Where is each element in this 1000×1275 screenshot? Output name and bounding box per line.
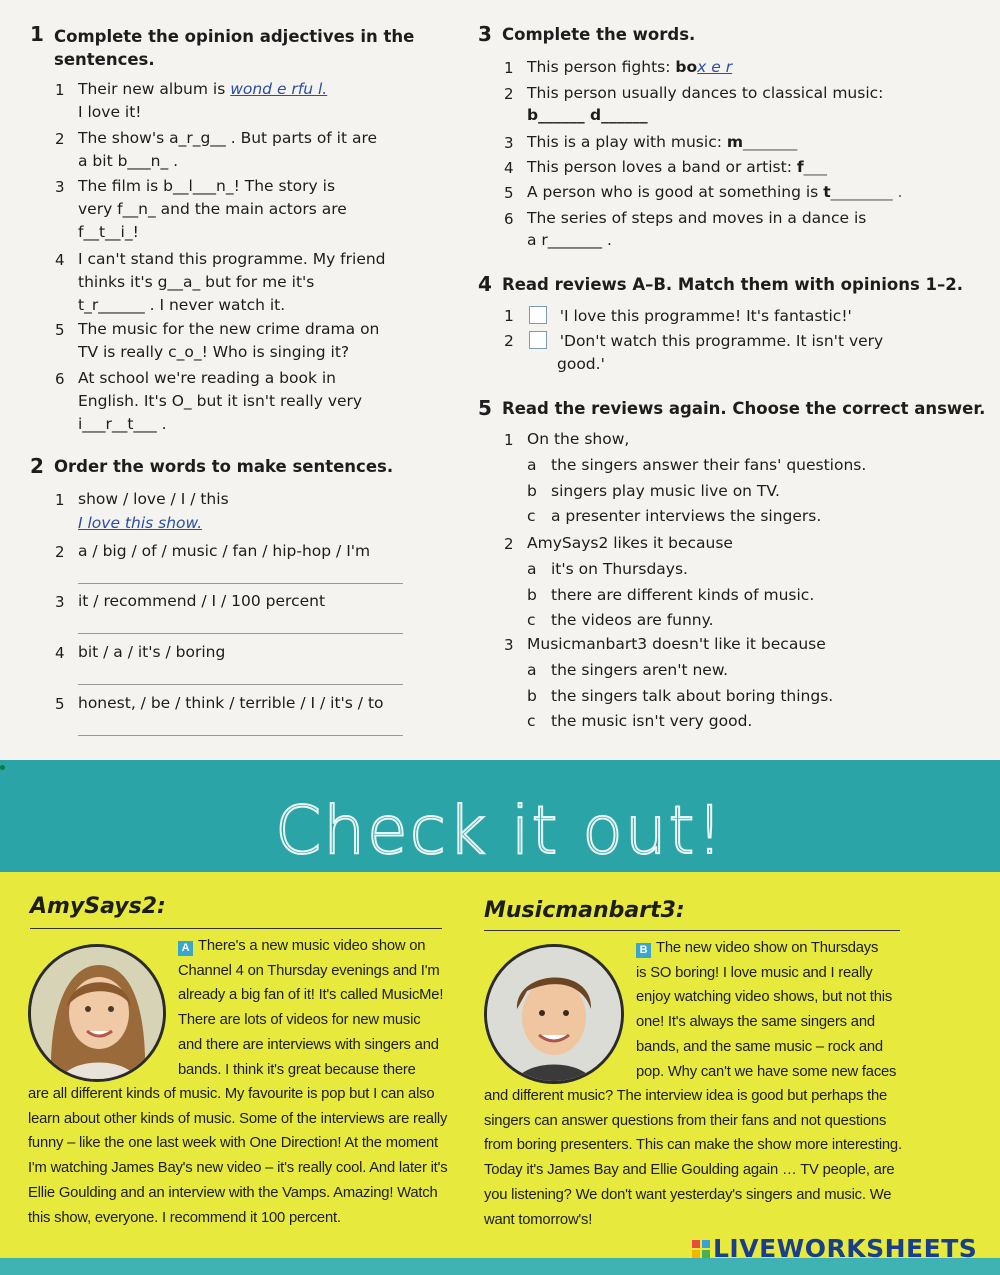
option-letter: a (527, 560, 537, 578)
item-text: This person fights: (527, 58, 676, 76)
item-line: TV is really c_o_! Who is singing it? (78, 343, 350, 361)
handwritten-answer[interactable]: I love this show. (78, 514, 203, 532)
item-line: At school we're reading a book in (78, 369, 336, 387)
exercise-2-number: 2 (30, 454, 44, 478)
item-line: t_r______ . I never watch it. (78, 296, 286, 314)
review-a-divider (30, 928, 442, 929)
review-line (636, 1035, 906, 1060)
review-line (484, 1109, 914, 1134)
answer-line[interactable] (78, 684, 403, 685)
teal-dot (0, 765, 5, 770)
option-letter: b (527, 686, 537, 705)
answer-line[interactable] (78, 735, 403, 736)
item-number: 5 (55, 695, 65, 713)
review-line-text: bands. I think it's great because there (178, 1061, 416, 1078)
review-line (28, 1082, 468, 1107)
question-text: On the show, (527, 430, 630, 448)
item-line: very f__n_ and the main actors are (78, 200, 347, 218)
gap-blanks[interactable]: ________ . (830, 183, 903, 201)
item-text: The series of steps and moves in a dance is (527, 209, 867, 227)
item-number: 1 (55, 491, 65, 509)
review-line-text: Ellie Goulding and an interview with the Vamps. Amazing! Watch (28, 1184, 438, 1201)
option-text: there are different kinds of music. (551, 585, 815, 604)
bold-letters: t (823, 183, 831, 201)
review-line-text: Channel 4 on Thursday evenings and I'm (178, 962, 440, 979)
answer-line[interactable] (78, 583, 403, 584)
question-number: 1 (504, 431, 514, 449)
item-line-2[interactable]: a r_______ . (527, 231, 612, 249)
item-line: I love it! (78, 103, 142, 121)
review-line (636, 1060, 906, 1085)
exercise-5-title: Read the reviews again. Choose the correct answer. (502, 399, 986, 418)
bold-letters: m (726, 133, 744, 151)
review-line (484, 1183, 914, 1208)
review-b-text-top (636, 936, 906, 1084)
review-line-text: and different music? The interview idea is good but perhaps the (484, 1088, 888, 1104)
item-line: The music for the new crime drama on (78, 320, 380, 338)
item-line (527, 181, 902, 204)
review-b-author: Musicmanbart3: (484, 898, 685, 923)
bold-letters: f (796, 158, 804, 176)
exercise-3-number: 3 (478, 22, 492, 46)
answer-option[interactable] (527, 659, 728, 682)
review-line (484, 1084, 914, 1109)
item-line (527, 56, 732, 79)
review-b-divider (484, 930, 900, 931)
review-line (484, 1208, 914, 1233)
exercise-1-title: Complete the opinion adjectives in the sentences. (54, 27, 415, 69)
answer-line[interactable] (78, 633, 403, 634)
review-line (178, 934, 468, 959)
word-prompt: show / love / I / this (78, 490, 229, 508)
review-line (636, 985, 906, 1010)
question-number: 3 (504, 636, 514, 654)
answer-option[interactable] (527, 454, 866, 477)
handwritten-answer[interactable]: x e r (697, 58, 733, 76)
answer-checkbox[interactable] (529, 306, 547, 324)
logo-icon (692, 1240, 710, 1258)
logo-text: LIVEWORKSHEETS (713, 1234, 978, 1263)
review-line-text: I'm watching James Bay's new video – it's really cool. And later it's (28, 1160, 448, 1177)
answer-checkbox[interactable] (529, 331, 547, 349)
review-tag: A (178, 941, 193, 956)
review-a-author: AmySays2: (30, 894, 166, 919)
option-text: it's on Thursdays. (551, 560, 688, 578)
item-number: 2 (504, 85, 514, 103)
exercise-3-title: Complete the words. (502, 25, 696, 44)
review-line-text: want tomorrow's! (484, 1211, 593, 1228)
liveworksheets-logo (692, 1234, 977, 1263)
item-line: English. It's O_ but it isn't really very (78, 392, 363, 410)
item-line: I can't stand this programme. My friend (78, 250, 386, 268)
item-number: 1 (504, 307, 514, 325)
review-line-text: from boring presenters. This can make the show more interesting. (484, 1137, 902, 1154)
answer-option[interactable] (527, 609, 714, 632)
item-text: A person who is good at something is (527, 183, 824, 201)
option-letter: c (527, 507, 536, 525)
item-line-2[interactable]: b______ d______ (527, 106, 648, 124)
handwritten-answer[interactable]: wond e rfu l. (230, 80, 328, 98)
option-text: the videos are funny. (551, 611, 714, 629)
exercise-1-number: 1 (30, 22, 44, 46)
item-line (527, 82, 883, 105)
item-number: 1 (55, 81, 65, 99)
option-letter: a (527, 661, 537, 679)
review-line (636, 961, 906, 986)
item-number: 2 (504, 332, 514, 350)
review-line-text: learn about other kinds of music. Some of the interviews are really (28, 1110, 448, 1127)
gap-blanks[interactable]: _______ (743, 133, 798, 151)
review-line (28, 1156, 468, 1181)
item-line: i___r__t___ . (78, 415, 167, 433)
review-line (178, 1058, 468, 1083)
review-line (178, 983, 468, 1008)
item-line: f__t__i_! (78, 223, 139, 241)
item-number: 5 (55, 321, 65, 339)
review-a-avatar (28, 944, 166, 1082)
answer-option[interactable] (527, 584, 814, 607)
gap-blanks[interactable]: ___ (803, 158, 827, 176)
item-number: 6 (55, 370, 65, 388)
review-b-text-bottom (484, 1084, 914, 1232)
review-line-text: one! It's always the same singers and (636, 1014, 875, 1031)
review-a-text-top (178, 934, 468, 1082)
question-text: AmySays2 likes it because (527, 534, 733, 552)
item-number: 5 (504, 184, 514, 202)
item-number: 2 (55, 543, 65, 561)
review-line-text: There are lots of videos for new music (178, 1012, 421, 1029)
item-line: Their new album is wond e rfu l. (78, 80, 328, 98)
review-line-text: The new video show on Thursdays (656, 940, 879, 956)
item-line (527, 131, 797, 154)
review-a-text-bottom (28, 1082, 468, 1230)
option-letter: b (527, 481, 537, 500)
option-text: singers play music live on TV. (551, 481, 780, 500)
item-number: 4 (55, 251, 65, 269)
exercise-2-title: Order the words to make sentences. (54, 457, 394, 476)
item-number: 4 (55, 644, 65, 662)
item-line: The show's a_r_g__ . But parts of it are (78, 129, 378, 147)
item-number: 3 (55, 593, 65, 611)
review-line-text: funny – like the one last week with One Direction! At the moment (28, 1135, 438, 1152)
word-prompt: bit / a / it's / boring (78, 643, 226, 661)
option-text: the singers answer their fans' questions. (551, 456, 867, 474)
bold-letters: bo (675, 58, 698, 76)
option-text: the singers talk about boring things. (551, 686, 834, 705)
answer-option[interactable] (527, 480, 780, 503)
exercise-4-item-2 (504, 330, 883, 353)
review-line (484, 1158, 914, 1183)
exercise-4-item-1 (504, 305, 852, 328)
item-line (527, 207, 866, 230)
answer-option[interactable] (527, 505, 821, 528)
review-line-text: already a big fan of it! It's called MusicMe! (178, 987, 444, 1004)
review-line (28, 1181, 468, 1206)
answer-option[interactable] (527, 558, 688, 581)
review-line (178, 959, 468, 984)
exercise-4-item-2-cont: good.' (557, 355, 605, 373)
exercise-4-title: Read reviews A–B. Match them with opinions 1–2. (502, 275, 964, 294)
opinion-text: 'Don't watch this programme. It isn't very (559, 332, 884, 350)
exercise-4-number: 4 (478, 272, 492, 296)
option-text: the singers aren't new. (551, 661, 729, 679)
item-number: 6 (504, 210, 514, 228)
item-text: This is a play with music: (527, 133, 727, 151)
banner-title: Check it out! (275, 792, 725, 869)
item-number: 1 (504, 59, 514, 77)
review-tag: B (636, 943, 651, 958)
review-line (28, 1107, 468, 1132)
item-number: 3 (55, 178, 65, 196)
item-line (527, 156, 827, 179)
review-line-text: enjoy watching video shows, but not this (636, 989, 893, 1006)
girl-portrait-icon (31, 947, 163, 1079)
item-text: This person usually dances to classical music: (527, 84, 884, 102)
review-line-text: is SO boring! I love music and I really (636, 964, 873, 981)
word-prompt: honest, / be / think / terrible / I / it's / to (78, 694, 384, 712)
item-number: 2 (55, 130, 65, 148)
item-text: This person loves a band or artist: (527, 158, 797, 176)
option-letter: a (527, 456, 537, 474)
question-number: 2 (504, 535, 514, 553)
review-line (636, 936, 906, 961)
review-line-text: bands, and the same music – rock and (636, 1038, 883, 1055)
review-line (178, 1008, 468, 1033)
option-letter: c (527, 712, 536, 730)
option-text: the music isn't very good. (551, 712, 753, 730)
question-text: Musicmanbart3 doesn't like it because (527, 635, 826, 653)
review-line-text: and there are interviews with singers and (178, 1036, 439, 1053)
opinion-text: 'I love this programme! It's fantastic!' (559, 307, 852, 325)
review-line-text: There's a new music video show on (198, 938, 426, 954)
word-prompt: it / recommend / I / 100 percent (78, 592, 326, 610)
answer-option[interactable] (527, 710, 752, 733)
review-line (484, 1133, 914, 1158)
item-line: a bit b___n_ . (78, 152, 179, 170)
boy-portrait-icon (487, 947, 621, 1081)
review-line-text: pop. Why can't we have some new faces (636, 1063, 897, 1080)
item-line: thinks it's g__a_ but for me it's (78, 273, 315, 291)
word-prompt: a / big / of / music / fan / hip-hop / I'm (78, 542, 371, 560)
exercise-5-number: 5 (478, 396, 492, 420)
review-line-text: singers can answer questions from their fans and not questions (484, 1112, 887, 1129)
review-line-text: this show, everyone. I recommend it 100 percent. (28, 1209, 341, 1226)
answer-option[interactable] (527, 685, 833, 708)
option-text: a presenter interviews the singers. (551, 507, 822, 525)
review-line (28, 1131, 468, 1156)
review-line-text: Today it's James Bay and Ellie Goulding again … TV people, are (484, 1162, 895, 1179)
review-line (178, 1033, 468, 1058)
item-number: 4 (504, 159, 514, 177)
review-line-text: are all different kinds of music. My favourite is pop but I can also (28, 1086, 435, 1102)
review-line (636, 1010, 906, 1035)
review-b-avatar (484, 944, 624, 1084)
review-line (28, 1206, 468, 1231)
item-number: 3 (504, 134, 514, 152)
item-line: The film is b__l___n_! The story is (78, 177, 336, 195)
review-line-text: you listening? We don't want yesterday's singers and music. We (484, 1186, 892, 1203)
option-letter: c (527, 611, 536, 629)
option-letter: b (527, 585, 537, 604)
